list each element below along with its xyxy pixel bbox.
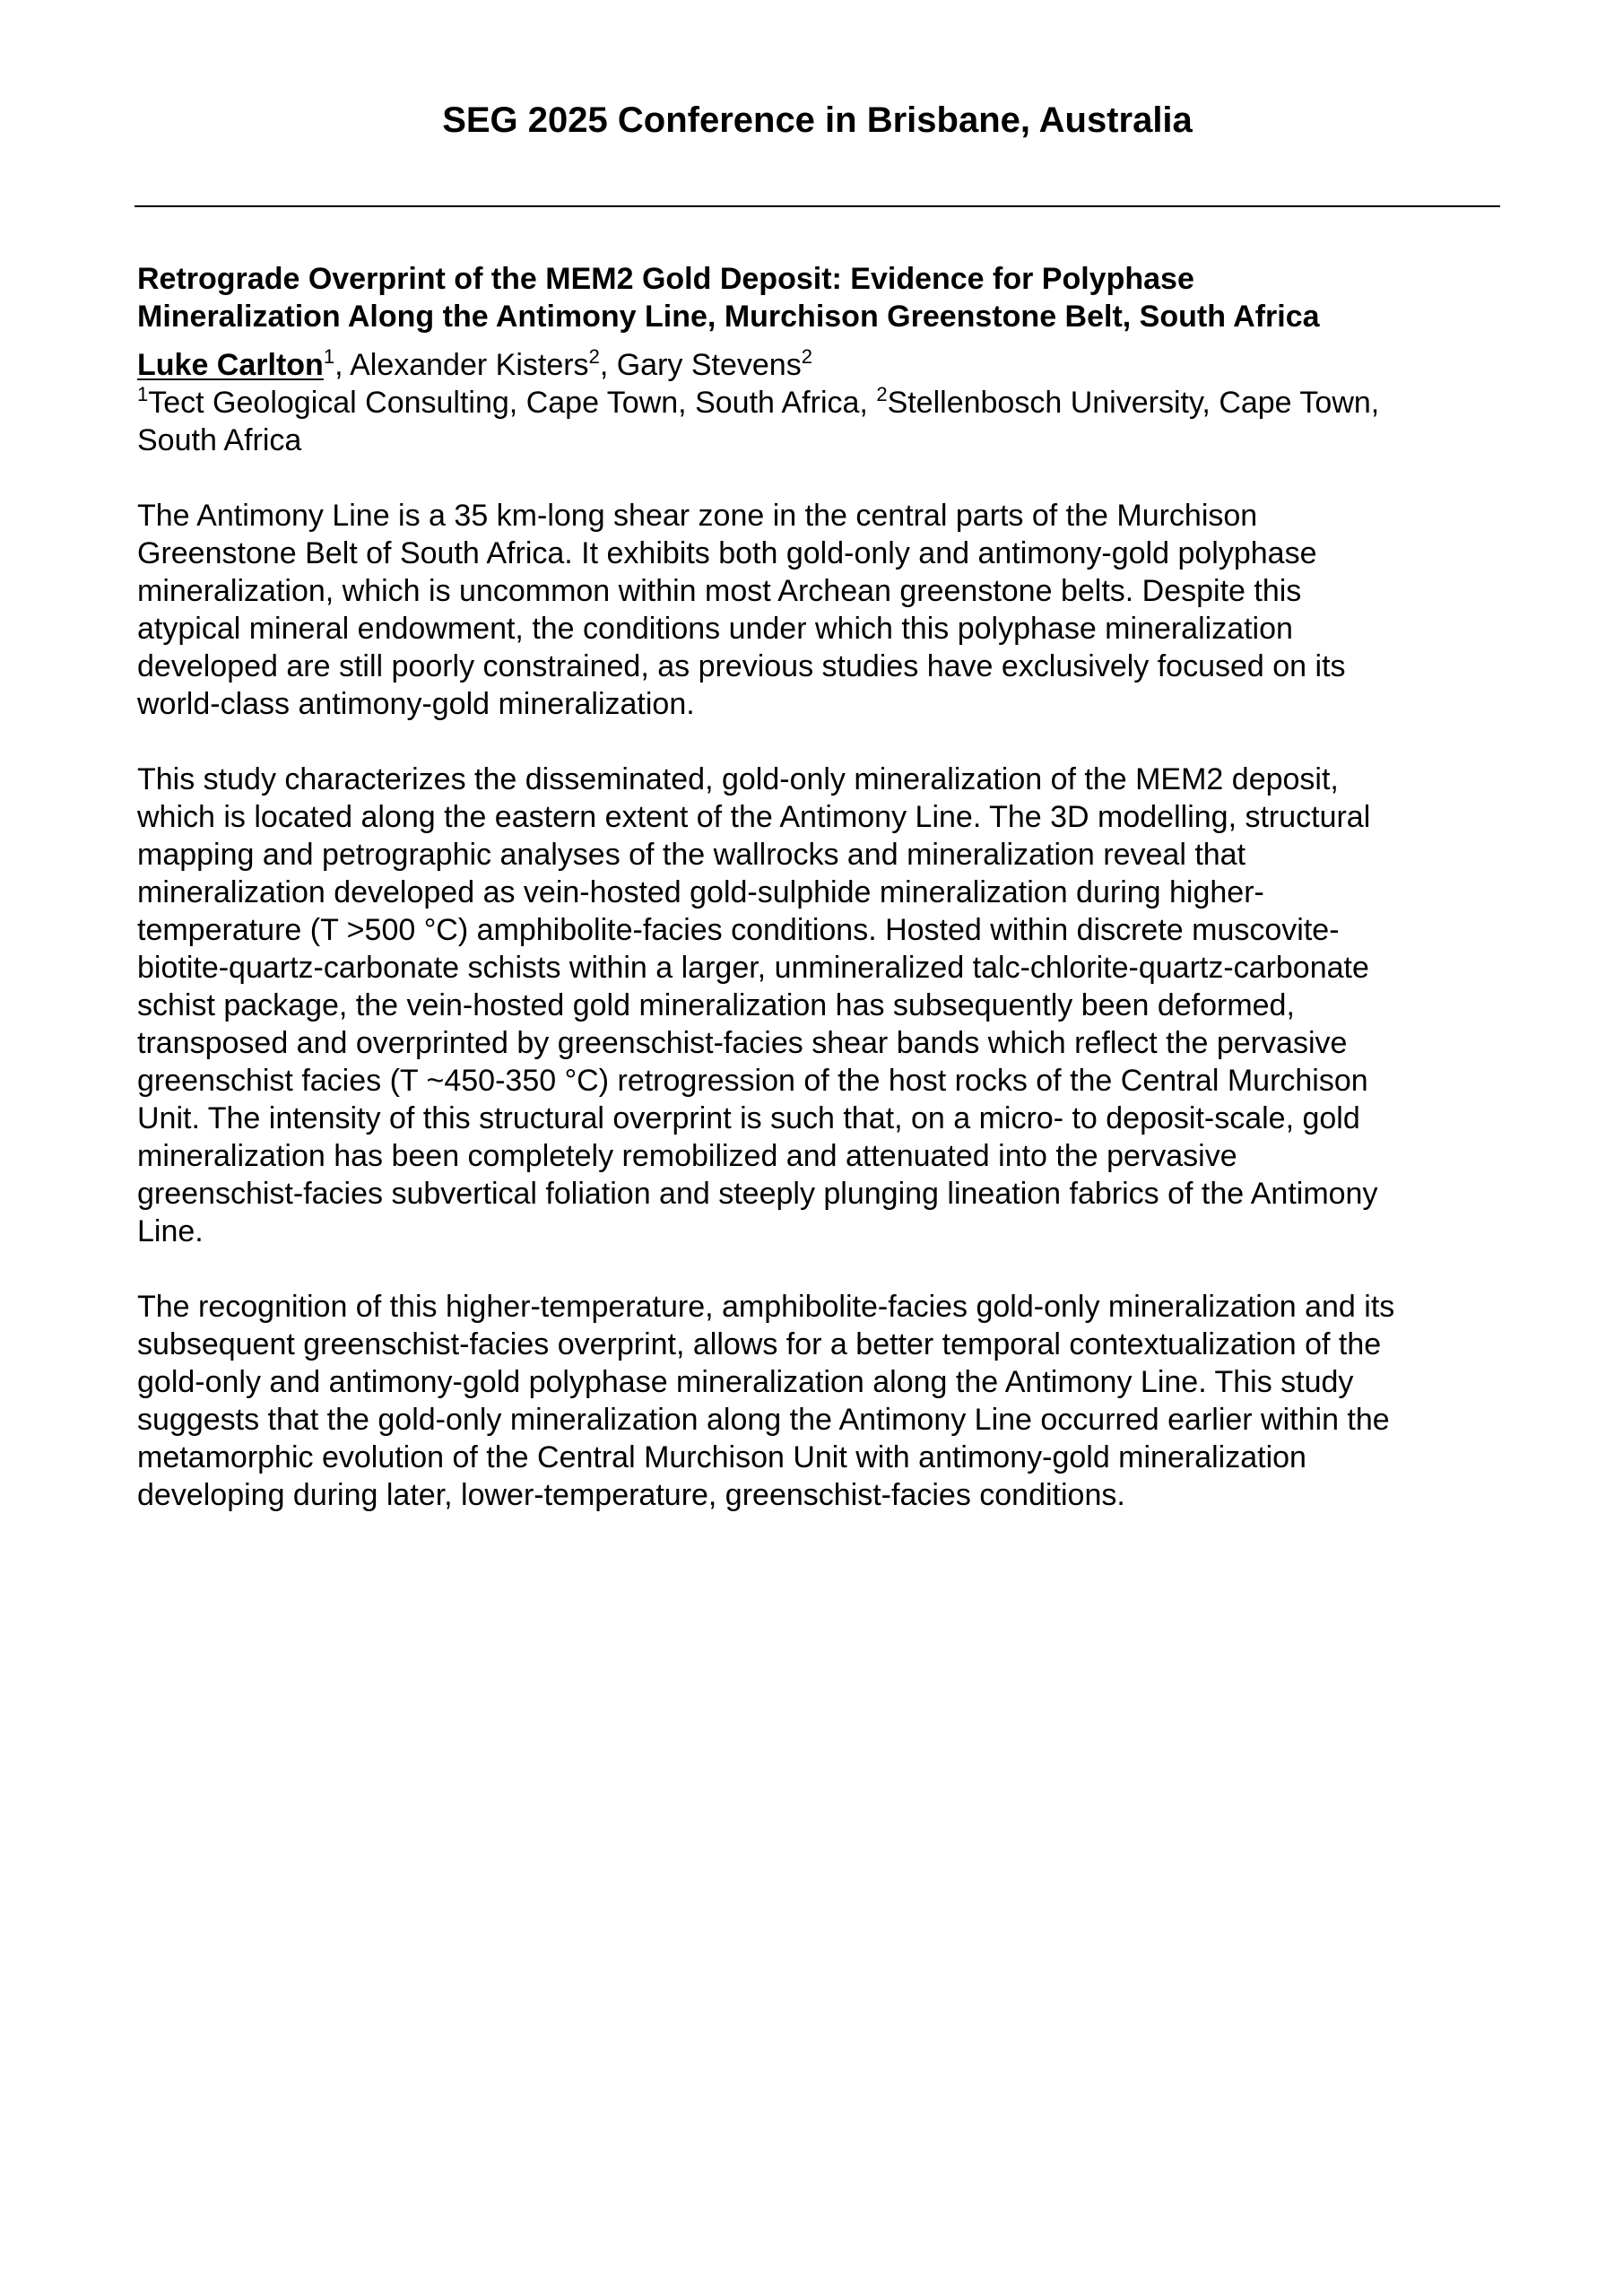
author-affiliation-marker: 2 <box>801 345 812 368</box>
affiliation-marker: 2 <box>876 383 888 405</box>
title-line: Retrograde Overprint of the MEM2 Gold Deposit: Evidence for Polyphase <box>137 262 1194 296</box>
paragraph-line: temperature (T >500 °C) amphibolite-facies conditions. Hosted within discrete muscovite- <box>137 913 1340 947</box>
paragraph-line: The Antimony Line is a 35 km-long shear zone in the central parts of the Murchison <box>137 499 1258 533</box>
paragraph-line: metamorphic evolution of the Central Murchison Unit with antimony-gold mineralization <box>137 1440 1306 1474</box>
paragraph-line: Line. <box>137 1214 204 1248</box>
paragraph-line: The recognition of this higher-temperature, amphibolite-facies gold-only mineralization and its <box>137 1290 1395 1324</box>
author-affiliation-marker: 1 <box>323 345 335 368</box>
affiliation-text: Stellenbosch University, Cape Town, <box>887 386 1380 420</box>
author-name: Alexander Kisters <box>350 348 589 382</box>
paragraph-line: Greenstone Belt of South Africa. It exhibits both gold-only and antimony-gold polyphase <box>137 536 1317 570</box>
paragraph-line: greenschist facies (T ~450-350 °C) retrogression of the host rocks of the Central Murchison <box>137 1064 1368 1098</box>
paragraph-line: gold-only and antimony-gold polyphase mineralization along the Antimony Line. This study <box>137 1365 1354 1399</box>
abstract-title <box>137 260 1509 335</box>
author-separator: , <box>334 348 351 382</box>
author-list <box>137 346 1509 384</box>
affiliation-text: Tect Geological Consulting, Cape Town, South Africa, <box>148 386 877 420</box>
paragraph-line: mineralization has been completely remobilized and attenuated into the pervasive <box>137 1139 1237 1173</box>
affiliation-list <box>137 384 1509 459</box>
paragraph-line: subsequent greenschist-facies overprint, allows for a better temporal contextualization of the <box>137 1327 1382 1361</box>
paragraph-line: greenschist-facies subvertical foliation and steeply plunging lineation fabrics of the Antimony <box>137 1177 1378 1211</box>
paragraph-line: Unit. The intensity of this structural overprint is such that, on a micro- to deposit-scale, gold <box>137 1101 1360 1135</box>
paragraph-line: mineralization developed as vein-hosted gold-sulphide mineralization during higher- <box>137 875 1264 909</box>
author-affiliation-marker: 2 <box>588 345 600 368</box>
paragraph-line: transposed and overprinted by greenschist-facies shear bands which reflect the pervasive <box>137 1026 1348 1060</box>
abstract-paragraph <box>137 1288 1509 1514</box>
paragraph-line: suggests that the gold-only mineralization along the Antimony Line occurred earlier within the <box>137 1403 1390 1437</box>
title-line: Mineralization Along the Antimony Line, Murchison Greenstone Belt, South Africa <box>137 300 1320 334</box>
paragraph-line: which is located along the eastern extent of the Antimony Line. The 3D modelling, structural <box>137 800 1371 834</box>
paragraph-line: atypical mineral endowment, the conditions under which this polyphase mineralization <box>137 612 1293 646</box>
affiliation-marker: 1 <box>137 383 149 405</box>
abstract-content <box>137 260 1509 1514</box>
author-separator: , <box>599 348 617 382</box>
paragraph-line: developing during later, lower-temperature, greenschist-facies conditions. <box>137 1478 1125 1512</box>
paragraph-line: biotite-quartz-carbonate schists within a larger, unmineralized talc-chlorite-quartz-carbonate <box>137 951 1369 985</box>
paragraph-line: mapping and petrographic analyses of the wallrocks and mineralization reveal that <box>137 838 1246 872</box>
paragraph-line: schist package, the vein-hosted gold mineralization has subsequently been deformed, <box>137 988 1295 1022</box>
affiliation-line: South Africa <box>137 423 302 457</box>
abstract-paragraph <box>137 497 1509 723</box>
paragraph-line: world-class antimony-gold mineralization. <box>137 687 695 721</box>
paragraph-line: developed are still poorly constrained, as previous studies have exclusively focused on its <box>137 649 1346 683</box>
paragraph-line: mineralization, which is uncommon within most Archean greenstone belts. Despite this <box>137 574 1302 608</box>
presenting-author-name: Luke Carlton <box>137 348 324 382</box>
affiliation-line <box>137 384 1509 422</box>
author-name: Gary Stevens <box>616 348 802 382</box>
header-divider <box>135 205 1500 207</box>
conference-header: SEG 2025 Conference in Brisbane, Australia <box>442 100 1193 140</box>
paragraph-line: This study characterizes the disseminated, gold-only mineralization of the MEM2 deposit, <box>137 762 1339 796</box>
abstract-paragraph <box>137 761 1509 1250</box>
